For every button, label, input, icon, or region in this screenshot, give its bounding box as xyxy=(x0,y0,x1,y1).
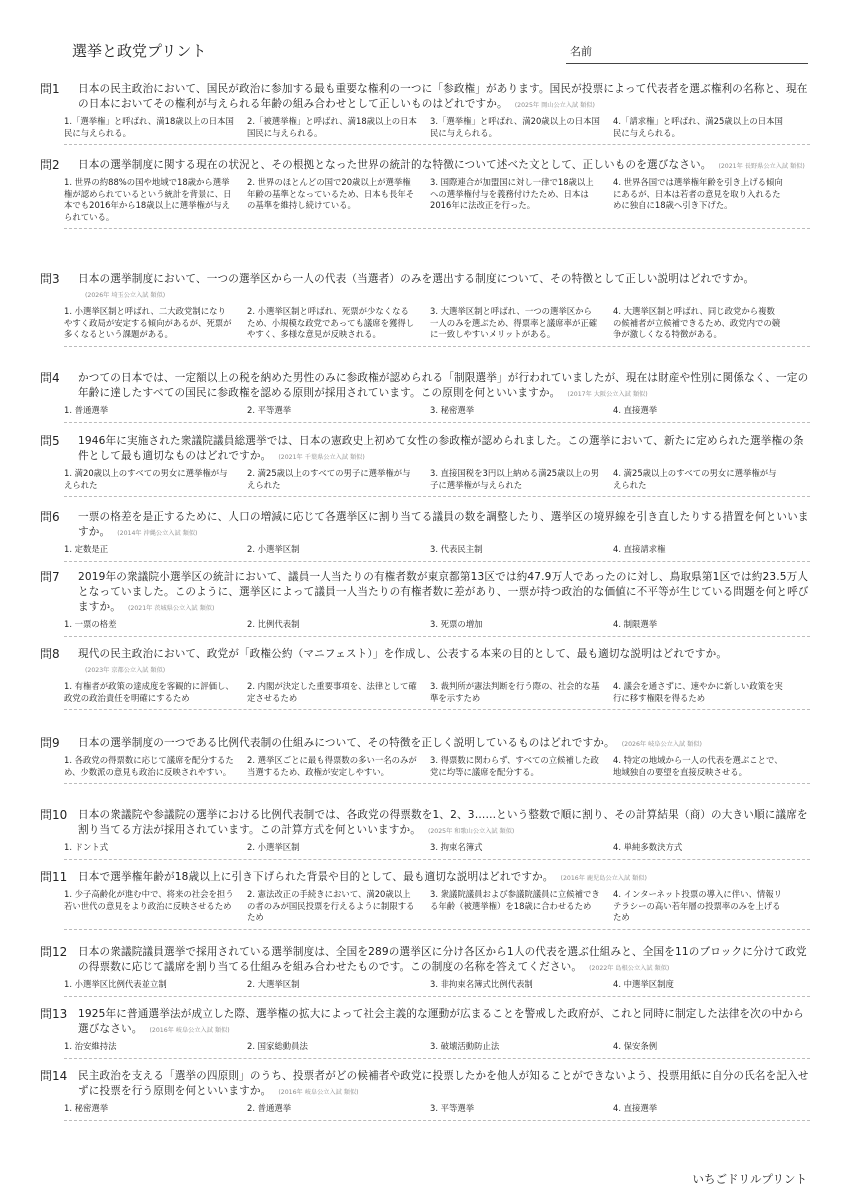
question-divider xyxy=(64,636,810,637)
answer-option[interactable]: 3.「選挙権」と呼ばれ、満20歳以上の日本国民に与えられる。 xyxy=(430,116,600,138)
question-block xyxy=(40,945,810,991)
question-number: 問12 xyxy=(40,945,68,959)
answer-option[interactable]: 3. 直接国税を3円以上納める満25歳以上の男子に選挙権が与えられた xyxy=(430,468,600,490)
answer-option[interactable]: 4. 議会を通さずに、速やかに新しい政策を実行に移す権限を得るため xyxy=(613,681,783,703)
answer-option[interactable]: 4. 大選挙区制と呼ばれ、同じ政党から複数の候補者が立候補できるため、政党内での競争が激しくなる特徴がある。 xyxy=(613,306,781,339)
question-block xyxy=(40,434,810,491)
question-text: かつての日本では、一定額以上の税を納めた男性のみに参政権が認められる「制限選挙」が行われていましたが、現在は財産や性別に関係なく、一定の年齢に達したすべての国民に参政権を認める原則が採用されています。この原則を何といいますか。 xyxy=(78,372,809,399)
question-text: 1946年に実施された衆議院議員総選挙では、日本の憲政史上初めて女性の参政権が認められました。この選挙において、新たに定められた選挙権の条件として最も適切なものはどれですか。 xyxy=(78,435,804,462)
answer-options xyxy=(64,116,810,139)
question-text: 民主政治を支える「選挙の四原則」のうち、投票者がどの候補者や政党に投票したかを他人が知ることができないよう、投票用紙に自分の氏名を記入せずに投票を行う原則を何といいますか。 xyxy=(78,1070,809,1097)
question-stem xyxy=(78,647,810,678)
question-source: (2016年 岐阜公立入試 類似) xyxy=(278,1089,359,1096)
question-block xyxy=(40,371,810,417)
question-number: 問9 xyxy=(40,736,60,750)
answer-option[interactable]: 3. 裁判所が憲法判断を行う際の、社会的な基準を示すため xyxy=(430,681,600,703)
answer-option[interactable]: 2. 大選挙区制 xyxy=(247,979,300,989)
answer-options xyxy=(64,544,810,556)
question-divider xyxy=(64,144,810,145)
answer-option[interactable]: 2. 普通選挙 xyxy=(247,1103,292,1113)
question-text: 日本で選挙権年齢が18歳以上に引き下げられた背景や目的として、最も適切な説明はどれですか。 xyxy=(78,871,554,883)
question-block xyxy=(40,736,810,778)
question-divider xyxy=(64,709,810,710)
answer-option[interactable]: 1. 世界の約88%の国や地域で18歳から選挙権が認められているという統計を背景に、日本でも2016年から18歳以上に選挙権が与えられている。 xyxy=(64,177,232,222)
answer-option[interactable]: 1.「選挙権」と呼ばれ、満18歳以上の日本国民に与えられる。 xyxy=(64,116,234,138)
answer-options xyxy=(64,681,810,704)
answer-option[interactable]: 2. 選挙区ごとに最も得票数の多い一名のみが当選するため、政権が安定しやすい。 xyxy=(247,755,417,777)
question-block xyxy=(40,272,810,341)
question-stem xyxy=(78,434,810,465)
answer-option[interactable]: 2. 満25歳以上のすべての男子に選挙権が与えられた xyxy=(247,468,411,490)
question-block xyxy=(40,870,810,924)
question-divider xyxy=(64,1058,810,1059)
answer-option[interactable]: 3. 得票数に関わらず、すべての立候補した政党に均等に議席を配分する。 xyxy=(430,755,599,777)
question-text: 現代の民主政治において、政党が「政権公約（マニフェスト）」を作成し、公表する本来の目的として、最も適切な説明はどれですか。 xyxy=(78,648,728,660)
question-stem xyxy=(78,570,810,616)
question-number: 問5 xyxy=(40,434,60,448)
question-text: 2019年の衆議院小選挙区の統計において、議員一人当たりの有権者数が東京都第13区では約47.9万人であったのに対し、鳥取県第1区では約23.5万人となっていました。このように、選挙区によって議員一人当たりの有権者数に差があり、一票が持つ政治的な価値に不平等が生じている問題を何と呼びますか。 xyxy=(78,571,809,613)
question-block xyxy=(40,570,810,631)
answer-option[interactable]: 2. 比例代表制 xyxy=(247,619,300,629)
question-source: (2021年 千葉県公立入試 類似) xyxy=(278,454,365,461)
answer-option[interactable]: 4.「請求権」と呼ばれ、満25歳以上の日本国民に与えられる。 xyxy=(613,116,783,138)
question-stem xyxy=(78,510,810,541)
question-stem xyxy=(78,945,810,976)
answer-option[interactable]: 4. 直接選挙 xyxy=(613,1103,658,1113)
question-number: 問11 xyxy=(40,870,68,884)
answer-option[interactable]: 3. 秘密選挙 xyxy=(430,405,475,415)
question-source: (2025年 和歌山公立入試 類似) xyxy=(427,828,515,835)
answer-option[interactable]: 3. 破壊活動防止法 xyxy=(430,1041,500,1051)
answer-option[interactable]: 3. 非拘束名簿式比例代表制 xyxy=(430,979,533,989)
question-number: 問3 xyxy=(40,272,60,286)
answer-option[interactable]: 1. 有権者が政策の達成度を客観的に評価し、政党の政治責任を明確にするため xyxy=(64,681,234,703)
question-text: 一票の格差を是正するために、人口の増減に応じて各選挙区に割り当てる議員の数を調整したり、選挙区の境界線を引き直したりする措置を何といいますか。 xyxy=(78,511,809,538)
answer-option[interactable]: 1. 定数是正 xyxy=(64,544,109,554)
answer-option[interactable]: 3. 平等選挙 xyxy=(430,1103,475,1113)
question-stem xyxy=(78,1069,810,1100)
question-source: (2016年 鹿児島公立入試 類似) xyxy=(560,875,647,882)
question-block xyxy=(40,158,810,223)
answer-options xyxy=(64,177,810,223)
question-text: 日本の民主政治において、国民が政治に参加する最も重要な権利の一つに「参政権」があります。国民が投票によって代表者を選ぶ権利の名称と、現在の日本においてその権利が与えられる年齢の組み合わせとして正しいものはどれですか。 xyxy=(78,83,808,110)
question-divider xyxy=(64,228,810,229)
question-text: 日本の選挙制度において、一つの選挙区から一人の代表（当選者）のみを選出する制度について、その特徴として正しい説明はどれですか。 xyxy=(78,273,755,285)
question-stem xyxy=(78,808,810,839)
answer-option[interactable]: 1. 普通選挙 xyxy=(64,405,109,415)
answer-option[interactable]: 4. 直接請求権 xyxy=(613,544,666,554)
question-source: (2017年 大阪公立入試 類似) xyxy=(567,391,648,398)
question-stem xyxy=(78,371,810,402)
answer-option[interactable]: 2.「被選挙権」と呼ばれ、満18歳以上の日本国民に与えられる。 xyxy=(247,116,417,138)
answer-option[interactable]: 4. 満25歳以上のすべての男女に選挙権が与えられた xyxy=(613,468,777,490)
question-number: 問1 xyxy=(40,82,60,96)
question-block xyxy=(40,1007,810,1053)
answer-option[interactable]: 1. 各政党の得票数に応じて議席を配分するため、少数派の意見も政治に反映されやすい。 xyxy=(64,755,234,777)
answer-option[interactable]: 2. 世界のほとんどの国で20歳以上が選挙権年齢の基準となっているため、日本も長年その基準を維持し続けている。 xyxy=(247,177,415,210)
question-source: (2025年 岡山公立入試 類似) xyxy=(514,102,595,109)
question-stem xyxy=(78,1007,810,1038)
question-text: 日本の選挙制度の一つである比例代表制の仕組みについて、その特徴を正しく説明しているものはどれですか。 xyxy=(78,737,615,749)
question-stem xyxy=(78,272,810,303)
name-field-line[interactable] xyxy=(566,63,808,64)
answer-option[interactable]: 4. 制限選挙 xyxy=(613,619,658,629)
answer-option[interactable]: 4. インターネット投票の導入に伴い、情報リテラシーの高い若年層の投票率のみを上げるため xyxy=(613,889,783,922)
question-divider xyxy=(64,929,810,930)
answer-options xyxy=(64,1103,810,1115)
question-source: (2026年 岐阜公立入試 類似) xyxy=(621,741,702,748)
answer-option[interactable]: 1. 少子高齢化が進む中で、将来の社会を担う若い世代の意見をより政治に反映させるため xyxy=(64,889,234,911)
question-number: 問14 xyxy=(40,1069,68,1083)
question-divider xyxy=(64,859,810,860)
question-block xyxy=(40,647,810,704)
question-source: (2016年 岐阜公立入試 類似) xyxy=(149,1027,230,1034)
answer-options xyxy=(64,1041,810,1053)
question-source: (2014年 沖縄公立入試 類似) xyxy=(117,530,198,537)
question-number: 問10 xyxy=(40,808,68,822)
question-text: 日本の衆議院議員選挙で採用されている選挙制度は、全国を289の選挙区に分け各区から1人の代表を選ぶ仕組みと、全国を11のブロックに分けて政党の得票数に応じて議席を割り当てる仕組みを組み合わせたものです。この制度の名称を答えてください。 xyxy=(78,946,807,973)
answer-options xyxy=(64,842,810,854)
answer-option[interactable]: 2. 小選挙区制と呼ばれ、死票が少なくなるため、小規模な政党であっても議席を獲得しやすく、多様な意見が反映される。 xyxy=(247,306,415,339)
question-divider xyxy=(64,346,810,347)
question-block xyxy=(40,1069,810,1115)
answer-options xyxy=(64,619,810,631)
question-source: (2022年 島根公立入試 類似) xyxy=(589,965,670,972)
answer-option[interactable]: 1. 秘密選挙 xyxy=(64,1103,109,1113)
question-source: (2023年 京都公立入試 類似) xyxy=(85,667,166,674)
answer-option[interactable]: 3. 国際連合が加盟国に対し一律で18歳以上への選挙権付与を義務付けたため、日本は2016年に法改正を行った。 xyxy=(430,177,594,210)
question-divider xyxy=(64,1120,810,1121)
question-number: 問8 xyxy=(40,647,60,661)
answer-option[interactable]: 3. 代表民主制 xyxy=(430,544,483,554)
question-stem xyxy=(78,870,810,886)
footer-brand: いちごドリルプリント xyxy=(692,1172,807,1186)
question-divider xyxy=(64,783,810,784)
answer-option[interactable]: 4. 特定の地域から一人の代表を選ぶことで、地域独自の要望を直接反映させる。 xyxy=(613,755,783,777)
answer-options xyxy=(64,468,810,491)
question-block xyxy=(40,82,810,139)
question-text: 日本の選挙制度に関する現在の状況と、その根拠となった世界の統計的な特徴について述べた文として、正しいものを選びなさい。 xyxy=(78,159,712,171)
answer-option[interactable]: 3. 死票の増加 xyxy=(430,619,483,629)
question-divider xyxy=(64,496,810,497)
answer-option[interactable]: 4. 直接選挙 xyxy=(613,405,658,415)
question-text: 1925年に普通選挙法が成立した際、選挙権の拡大によって社会主義的な運動が広まることを警戒した政府が、これと同時に制定した法律を次の中から選びなさい。 xyxy=(78,1008,804,1035)
answer-option[interactable]: 4. 中選挙区制度 xyxy=(613,979,674,989)
answer-option[interactable]: 2. 小選挙区制 xyxy=(247,544,300,554)
answer-option[interactable]: 2. 平等選挙 xyxy=(247,405,292,415)
answer-option[interactable]: 3. 拘束名簿式 xyxy=(430,842,483,852)
answer-option[interactable]: 1. 治安維持法 xyxy=(64,1041,117,1051)
question-block xyxy=(40,510,810,556)
question-number: 問6 xyxy=(40,510,60,524)
answer-option[interactable]: 1. ドント式 xyxy=(64,842,109,852)
answer-option[interactable]: 2. 国家総動員法 xyxy=(247,1041,308,1051)
answer-option[interactable]: 2. 内閣が決定した重要事項を、法律として確定させるため xyxy=(247,681,417,703)
name-label: 名前 xyxy=(570,45,592,58)
question-divider xyxy=(64,996,810,997)
answer-option[interactable]: 2. 憲法改正の手続きにおいて、満20歳以上の者のみが国民投票を行えるように制限するため xyxy=(247,889,415,922)
answer-options xyxy=(64,889,810,924)
question-text: 日本の衆議院や参議院の選挙における比例代表制では、各政党の得票数を1、2、3……という整数で順に割り、その計算結果（商）の大きい順に議席を割り当てる方法が採用されています。この計算方式を何といいますか。 xyxy=(78,809,808,836)
answer-option[interactable]: 4. 単純多数決方式 xyxy=(613,842,683,852)
question-number: 問4 xyxy=(40,371,60,385)
question-number: 問2 xyxy=(40,158,60,172)
answer-options xyxy=(64,979,810,991)
question-divider xyxy=(64,561,810,562)
answer-option[interactable]: 2. 小選挙区制 xyxy=(247,842,300,852)
answer-option[interactable]: 3. 大選挙区制と呼ばれ、一つの選挙区から一人のみを選ぶため、得票率と議席率が正確に一致しやすいメリットがある。 xyxy=(430,306,598,339)
answer-option[interactable]: 1. 小選挙区比例代表並立制 xyxy=(64,979,167,989)
question-source: (2026年 埼玉公立入試 類似) xyxy=(85,292,166,299)
question-block xyxy=(40,808,810,854)
answer-options xyxy=(64,755,810,778)
answer-option[interactable]: 4. 世界各国では選挙権年齢を引き上げる傾向にあるが、日本は若者の意見を取り入れるために独自に18歳へ引き下げた。 xyxy=(613,177,783,210)
question-stem xyxy=(78,736,810,752)
answer-options xyxy=(64,405,810,417)
answer-options xyxy=(64,306,810,341)
answer-option[interactable]: 3. 衆議院議員および参議院議員に立候補できる年齢（被選挙権）を18歳に合わせるため xyxy=(430,889,600,911)
answer-option[interactable]: 1. 一票の格差 xyxy=(64,619,117,629)
question-number: 問7 xyxy=(40,570,60,584)
question-source: (2021年 長野県公立入試 類似) xyxy=(718,163,805,170)
question-source: (2021年 茨城県公立入試 類似) xyxy=(127,605,215,612)
answer-option[interactable]: 1. 満20歳以上のすべての男女に選挙権が与えられた xyxy=(64,468,228,490)
question-divider xyxy=(64,422,810,423)
answer-option[interactable]: 1. 小選挙区制と呼ばれ、二大政党制になりやすく政局が安定する傾向があるが、死票が多くなるという課題がある。 xyxy=(64,306,232,339)
question-stem xyxy=(78,82,810,113)
question-stem xyxy=(78,158,810,174)
question-number: 問13 xyxy=(40,1007,68,1021)
sheet-title: 選挙と政党プリント xyxy=(72,42,207,60)
answer-option[interactable]: 4. 保安条例 xyxy=(613,1041,658,1051)
